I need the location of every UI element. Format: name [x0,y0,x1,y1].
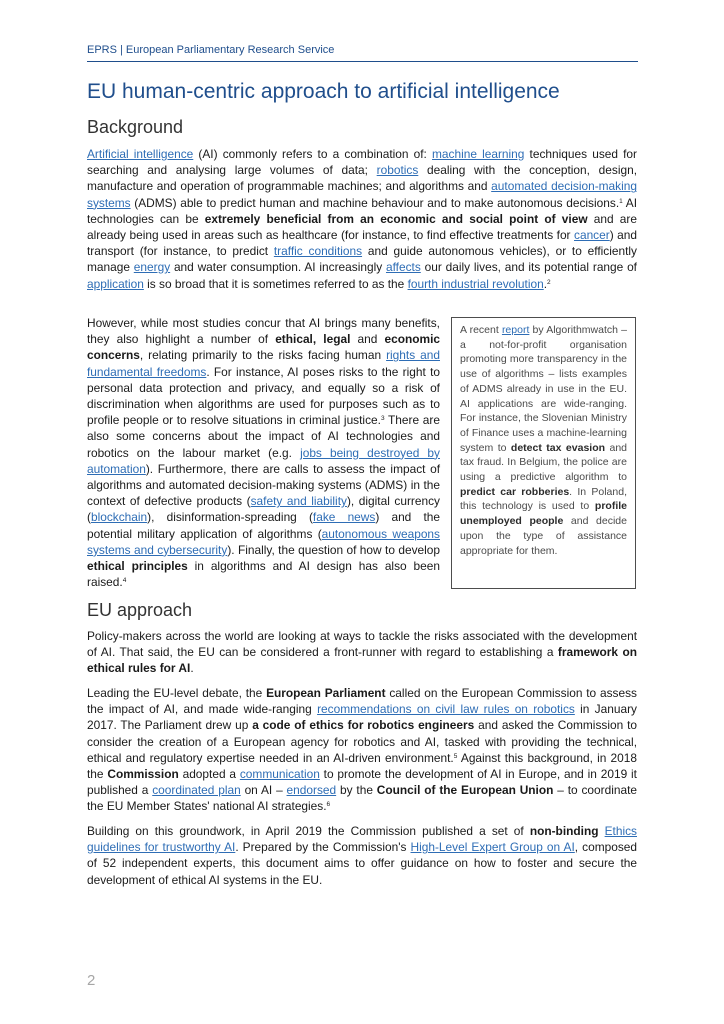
section-heading-eu-approach: EU approach [87,600,193,620]
document-title: EU human-centric approach to artificial intelligence [87,80,560,103]
section-heading-background: Background [87,117,184,137]
sidebar-box-algorithmwatch [451,317,636,589]
footnote-ref[interactable]: 2 [547,278,551,286]
link-adms[interactable]: automated decision-making systems [87,179,637,210]
link-machine-learning[interactable]: machine learning [432,147,525,161]
paragraph-ethics-guidelines: Building on this groundwork, in April 2019 the Commission published a set of non-binding Ethics guidelines for trustworthy AI. Prepared by the Commission's High-Level Expert Group on AI, composed of 52 independent experts, this document aims to offer guidance on how to foster and secure the development of ethical AI systems in the EU. [87,824,638,887]
footnote-ref[interactable]: 3 [380,415,385,423]
running-header: EPRS | European Parliamentary Research Service [87,44,335,56]
link-safety-liability[interactable]: safety and liability [250,494,347,509]
link-coordinated-plan[interactable]: coordinated plan [152,783,241,798]
page-number: 2 [87,972,96,989]
link-communication[interactable]: communication [239,767,320,782]
link-ethics-guidelines[interactable]: Ethics guidelines for trustworthy AI [87,824,637,855]
link-artificial-intelligence[interactable]: Artificial intelligence [87,147,194,161]
link-traffic-conditions[interactable]: traffic conditions [273,244,363,259]
footnote-ref[interactable]: 5 [453,752,458,760]
link-application[interactable]: application [87,276,144,291]
link-jobs-automation[interactable]: jobs being destroyed by automation [87,445,440,476]
link-high-level-expert-group[interactable]: High-Level Expert Group on AI [410,840,575,855]
header-divider [87,61,638,62]
link-fake-news[interactable]: fake news [312,510,376,525]
paragraph-concerns: However, while most studies concur that AI brings many benefits, they also highlight a number of ethical, legal and economic concerns, relating primarily to the risks facing human rights and fundamental freedoms. For instance, AI poses risks to the right to personal data protection and privacy, and equally so a risk of discrimination when algorithms are used for purposes such as to profile people or to resolve situations in criminal justice.$^3$ There are also some concerns about the impact of AI technologies and robotics on the labour market (e.g. jobs being destroyed by automation). Furthermore, there are calls to assess the impact of algorithms and automated decision-making systems (ADMS) in the context of defective products (safety and liability), digital currency (blockchain), disinformation-spreading (fake news) and the potential military application of algorithms (autonomous weapons systems and cybersecurity). Finally, the question of how to develop ethical principles in algorithms and AI design has also been raised.$^4$ [87,316,441,590]
link-blockchain[interactable]: blockchain [90,510,148,525]
footnote-ref[interactable]: 1 [619,197,623,205]
sidebar-box-text: A recent report by Algorithmwatch – a not-for-profit organisation promoting more transparency in the use of algorithms – lists examples of ADMS already in use in the EU. AI applications are wide-ranging. For instance, the Slovenian Ministry of Finance uses a machine-learning system to detect tax evasion and tax fraud. In Belgium, the police are using a predictive algorithm to predict car robberies. In Poland, this technology is used to profile unemployed people and decide upon the type of assistance appropriate for them. [460,324,627,557]
paragraph-intro: Artificial intelligence (AI) commonly refers to a combination of: machine learning techniques used for searching and analysing large volumes of data; robotics dealing with the conception, design, manufacture and operation of programmable machines; and algorithms and automated decision-making systems (ADMS) able to predict human and machine behaviour and to make autonomous decisions.$^1$ AI technologies can be extremely beneficial from an economic and social point of view and are already being used in areas such as healthcare (for instance, to find effective treatments for cancer) and transport (for instance, to predict traffic conditions and guide autonomous vehicles), or to efficiently manage energy and water consumption. AI increasingly affects our daily lives, and its potential range of application is so broad that it is sometimes referred to as the fourth industrial revolution.$^2$ [87,147,638,291]
link-energy[interactable]: energy [133,260,171,275]
link-autonomous-weapons[interactable]: autonomous weapons systems and cybersecurity [87,526,440,557]
footnote-ref[interactable]: 4 [122,577,127,585]
link-civil-law-recommendations[interactable]: recommendations on civil law rules on robotics [317,702,575,717]
paragraph-eu-debate: Leading the EU-level debate, the European Parliament called on the European Commission to assess the impact of AI, and made wide-ranging recommendations on civil law rules on robotics in January 2017. The Parliament drew up a code of ethics for robotics engineers and asked the Commission to consider the creation of a European agency for robotics and AI, tasked with providing the technical, ethical and regulatory expertise needed in an AI-driven environment.$^5$ Against this background, in 2018 the Commission adopted a communication to promote the development of AI in Europe, and in 2019 it published a coordinated plan on AI – endorsed by the Council of the European Union – to coordinate the EU Member States' national AI strategies.$^6$ [87,686,638,814]
link-endorsed[interactable]: endorsed [286,783,337,798]
link-fourth-industrial-revolution[interactable]: fourth industrial revolution [407,276,544,291]
link-rights-freedoms[interactable]: rights and fundamental freedoms [87,348,440,379]
paragraph-policy-makers: Policy-makers across the world are looking at ways to tackle the risks associated with the development of AI. That said, the EU can be considered a front-runner with regard to establishing a framework on ethical rules for AI. [87,629,638,676]
link-cancer[interactable]: cancer [574,228,610,243]
link-report[interactable]: report [501,324,530,336]
link-robotics[interactable]: robotics [376,163,419,178]
footnote-ref[interactable]: 6 [326,801,331,809]
link-affects[interactable]: affects [385,260,421,275]
